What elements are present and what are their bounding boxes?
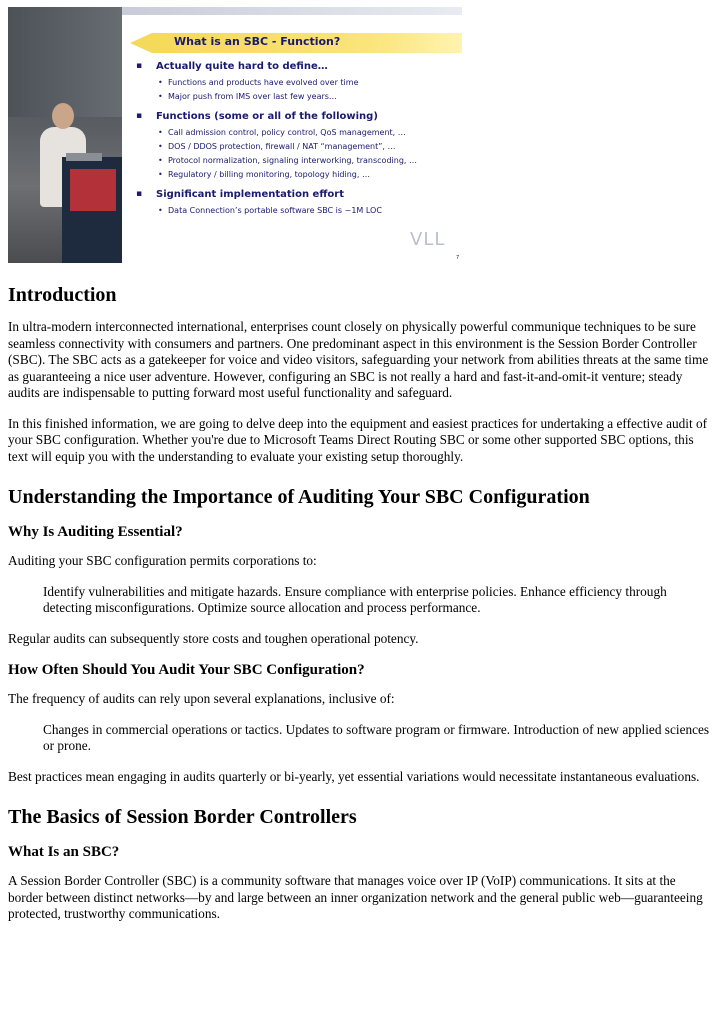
speaker-head (52, 103, 74, 129)
slide-title-pennant (130, 33, 152, 53)
slide-title-bar (152, 33, 462, 53)
why-paragraph-2: Regular audits can subsequently store costs and toughen operational potency. (8, 630, 419, 646)
slide-sub-bullet: • Major push from IMS over last few years… (158, 92, 337, 101)
slide-bullet-heading: ▪ Significant implementation effort (136, 189, 344, 200)
slide-top-band (122, 7, 462, 15)
slide-page-number: 7 (456, 255, 460, 261)
slide-sub-bullet: • Call admission control, policy control, QoS management, … (158, 128, 406, 137)
slide-sub-bullet: • DOS / DDOS protection, firewall / NAT “management”, … (158, 142, 395, 151)
basics-heading: The Basics of Session Border Controllers (8, 806, 357, 828)
slide-bullet-heading: ▪ Actually quite hard to define… (136, 61, 328, 72)
slide-logo: VLL (410, 229, 446, 250)
why-paragraph: Auditing your SBC configuration permits corporations to: (8, 553, 317, 568)
slide-sub-bullet: • Protocol normalization, signaling interworking, transcoding, … (158, 156, 417, 165)
room-wall (8, 7, 132, 117)
often-paragraph: The frequency of audits can rely upon several explanations, inclusive of: (8, 691, 395, 706)
often-paragraph-2: Best practices mean engaging in audits quarterly or bi-yearly, yet essential variations would necessitate instantaneous evaluations. (8, 768, 700, 784)
slide-bullet-heading: ▪ Functions (some or all of the following) (136, 111, 378, 122)
slide-sub-bullet: • Functions and products have evolved over time (158, 78, 359, 87)
importance-heading: Understanding the Importance of Auditing Your SBC Configuration (8, 486, 590, 508)
hero-image (8, 7, 462, 263)
slide-sub-bullet: • Regulatory / billing monitoring, topology hiding, … (158, 170, 370, 179)
laptop (66, 153, 102, 161)
conference-photo (8, 7, 132, 263)
why-heading: Why Is Auditing Essential? (8, 524, 183, 540)
what-heading: What Is an SBC? (8, 844, 120, 860)
presentation-slide (122, 7, 462, 263)
slide-sub-bullet: • Data Connection’s portable software SBC is ~1M LOC (158, 206, 382, 215)
slide-title: What is an SBC - Function? (174, 35, 341, 48)
often-heading: How Often Should You Audit Your SBC Configuration? (8, 662, 365, 678)
intro-heading: Introduction (8, 284, 117, 306)
podium-sign (70, 169, 116, 211)
intro-paragraph-2: In this finished information, we are going to delve deep into the equipment and easiest practices for undertaking a effective audit of your SBC configuration. Whether you're due to Microsoft Teams Direct Routing SBC or some other supported SBC options, this text will equip you with the understanding to evaluate your existing setup thoroughly. (8, 415, 708, 464)
page (0, 7, 720, 923)
why-list: Identify vulnerabilities and mitigate hazards. Ensure compliance with enterprise policies. Enhance efficiency through detecting misconfigurations. Optimize source allocation and process performance. (43, 583, 667, 615)
intro-paragraph-1: In ultra-modern interconnected international, enterprises count closely on physically powerful communique techniques to be sure seamless connectivity with consumers and partners. One predominant aspect in this environment is the Session Border Controller (SBC). The SBC acts as a gatekeeper for voice and video visitors, safeguarding your network from abilities threats at the same time as guaranteeing a nice user adventure. However, configuring an SBC is not really a hard and fast-it-and-omit-it venture; steady audits are indispensable to putting forward most useful functionality and safeguard. (8, 319, 709, 400)
often-list: Changes in commercial operations or tactics. Updates to software program or firmware. Introduction of new applied sciences or prone. (43, 721, 710, 753)
what-paragraph: A Session Border Controller (SBC) is a community software that manages voice over IP (VoIP) communications. It sits at the border between distinct networks—by and large between an inner organization network and the general public web—guaranteeing protected, trustworthy communications. (8, 873, 703, 921)
